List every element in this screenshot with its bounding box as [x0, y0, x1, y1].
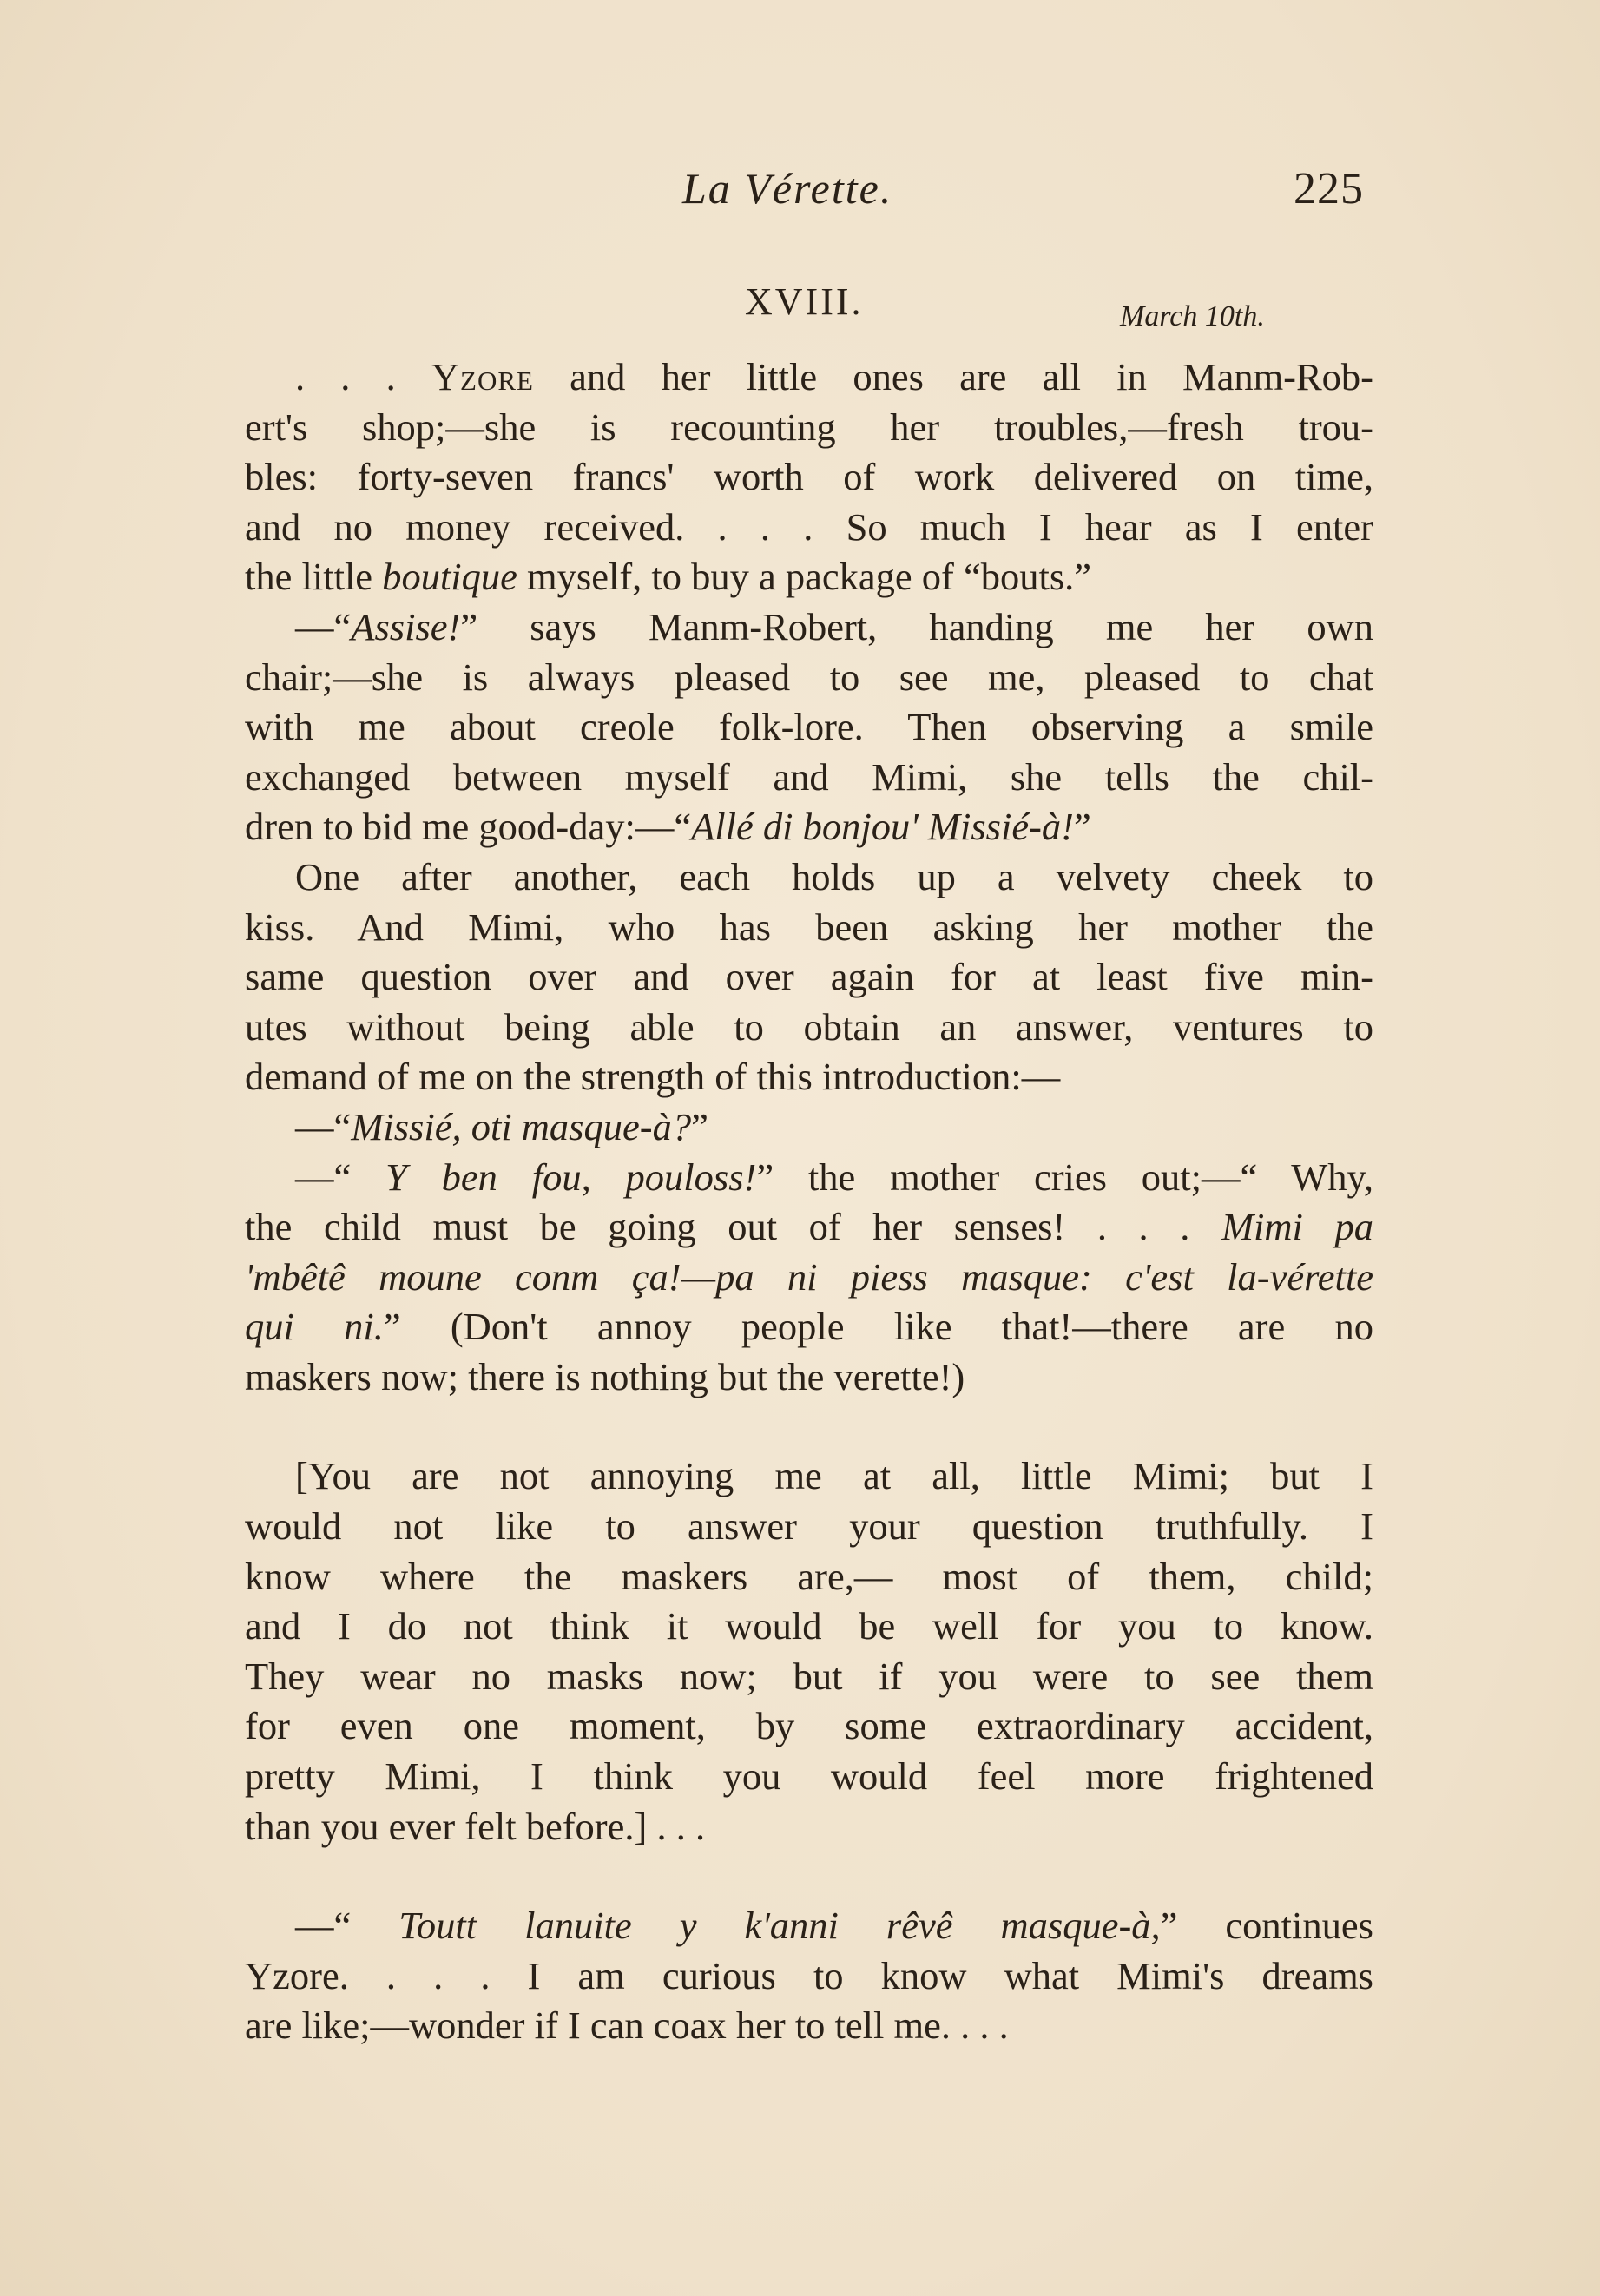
text-run: dren to bid me good-day:—“	[245, 805, 692, 849]
italic-text: Y ben fou, pouloss!	[385, 1155, 757, 1199]
body-text	[245, 352, 1373, 2051]
paragraph-1-line-1	[245, 352, 1373, 403]
italic-text: boutique	[382, 555, 517, 599]
text-run: the child must be going out of her senses! . . .	[245, 1205, 1221, 1249]
text-run: —“	[295, 604, 352, 648]
paragraph-2-line-5	[245, 802, 1373, 852]
paragraph-2-line-1	[245, 602, 1373, 653]
running-title: La Vérette.	[682, 164, 893, 213]
italic-text: Mimi pa	[1221, 1205, 1374, 1249]
paragraph-6-line-6: for even one moment, by some extraordinary accident,	[245, 1704, 1373, 1748]
paragraph-2-line-2: chair;—she is always pleased to see me, pleased to chat	[245, 655, 1373, 699]
running-head	[0, 163, 1600, 224]
paragraph-1-line-3: bles: forty-seven francs' worth of work delivered on time,	[245, 455, 1373, 499]
paragraph-6-line-4: and I do not think it would be well for you to know.	[245, 1604, 1373, 1648]
paragraph-5-line-1	[245, 1153, 1373, 1203]
italic-text: 'mbêtê moune conm ça!—pa ni piess masque: c'est la-vérette	[245, 1254, 1373, 1299]
paragraph-6-line-7: pretty Mimi, I think you would feel more frightened	[245, 1754, 1373, 1799]
entry-date: March 10th.	[1120, 300, 1265, 332]
text-run: ” the mother cries out;—“ Why,	[756, 1155, 1373, 1199]
paragraph-3-line-2: kiss. And Mimi, who has been asking her mother the	[245, 905, 1373, 949]
paragraph-6-line-2: would not like to answer your question truthfully. I	[245, 1504, 1373, 1549]
paragraph-3-line-4: utes without being able to obtain an answer, ventures to	[245, 1004, 1373, 1049]
paragraph-6-line-1: [You are not annoying me at all, little Mimi; but I	[295, 1454, 1373, 1498]
name-smallcaps: Yzore	[431, 355, 534, 398]
paragraph-7-line-1	[245, 1901, 1373, 1951]
paragraph-3-line-1: One after another, each holds up a velvety cheek to	[295, 854, 1373, 898]
italic-text: qui ni.	[245, 1305, 384, 1349]
paragraph-2-line-4: exchanged between myself and Mimi, she tells the chil-	[245, 754, 1373, 799]
italic-text: Missié, oti masque-à?	[351, 1104, 692, 1148]
text-run: and her little ones are all in Manm-Rob-	[533, 355, 1374, 398]
text-run: ” continues	[1160, 1904, 1373, 1948]
paragraph-1-line-2: ert's shop;—she is recounting her troubles,—fresh trou-	[245, 405, 1373, 449]
text-run: ” says Manm-Robert, handing me her own	[460, 604, 1373, 648]
page-number: 225	[1294, 164, 1364, 214]
text-run: myself, to buy a package of “bouts.”	[517, 555, 1092, 599]
text-run: the little	[245, 555, 383, 599]
paragraph-1-line-5	[245, 552, 1373, 602]
paragraph-1-line-4: and no money received. . . . So much I hear as I enter	[245, 504, 1373, 549]
text-run: —“	[295, 1104, 352, 1148]
text-run: —“	[295, 1904, 399, 1948]
paragraph-3-line-3: same question over and over again for at least five min-	[245, 955, 1373, 999]
paragraph-5-line-5: maskers now; there is nothing but the verette!)	[245, 1354, 965, 1398]
paragraph-6-line-5: They wear no masks now; but if you were to see them	[245, 1654, 1373, 1698]
text-run: . . .	[295, 355, 431, 398]
paragraph-2-line-3: with me about creole folk-lore. Then observing a smile	[245, 705, 1373, 749]
text-run: ”	[691, 1104, 708, 1148]
paragraph-7-line-3: are like;—wonder if I can coax her to tell me. . . .	[245, 2003, 1009, 2048]
paragraph-5-line-2	[245, 1202, 1373, 1253]
paragraph-3-line-5: demand of me on the strength of this introduction:—	[245, 1055, 1061, 1099]
text-run: —“	[295, 1155, 386, 1199]
paragraph-5-line-3	[245, 1253, 1373, 1303]
paragraph-6-line-3: know where the maskers are,— most of them, child;	[245, 1554, 1373, 1598]
text-run: ” (Don't annoy people like that!—there are no	[383, 1305, 1373, 1349]
paragraph-4-line-1	[245, 1102, 1373, 1153]
italic-text: Assise!	[351, 604, 461, 648]
paragraph-7-line-2: Yzore. . . . I am curious to know what Mimi's dreams	[245, 1953, 1373, 1997]
section-heading	[0, 280, 1600, 332]
italic-text: Allé di bonjou' Missié-à!	[691, 805, 1074, 849]
paragraph-6-line-8: than you ever felt before.] . . .	[245, 1804, 706, 1848]
text-run: ”	[1073, 805, 1091, 849]
paragraph-5-line-4	[245, 1302, 1373, 1352]
italic-text: Toutt lanuite y k'anni rêvê masque-à,	[398, 1904, 1161, 1948]
section-number: XVIII.	[745, 280, 864, 323]
